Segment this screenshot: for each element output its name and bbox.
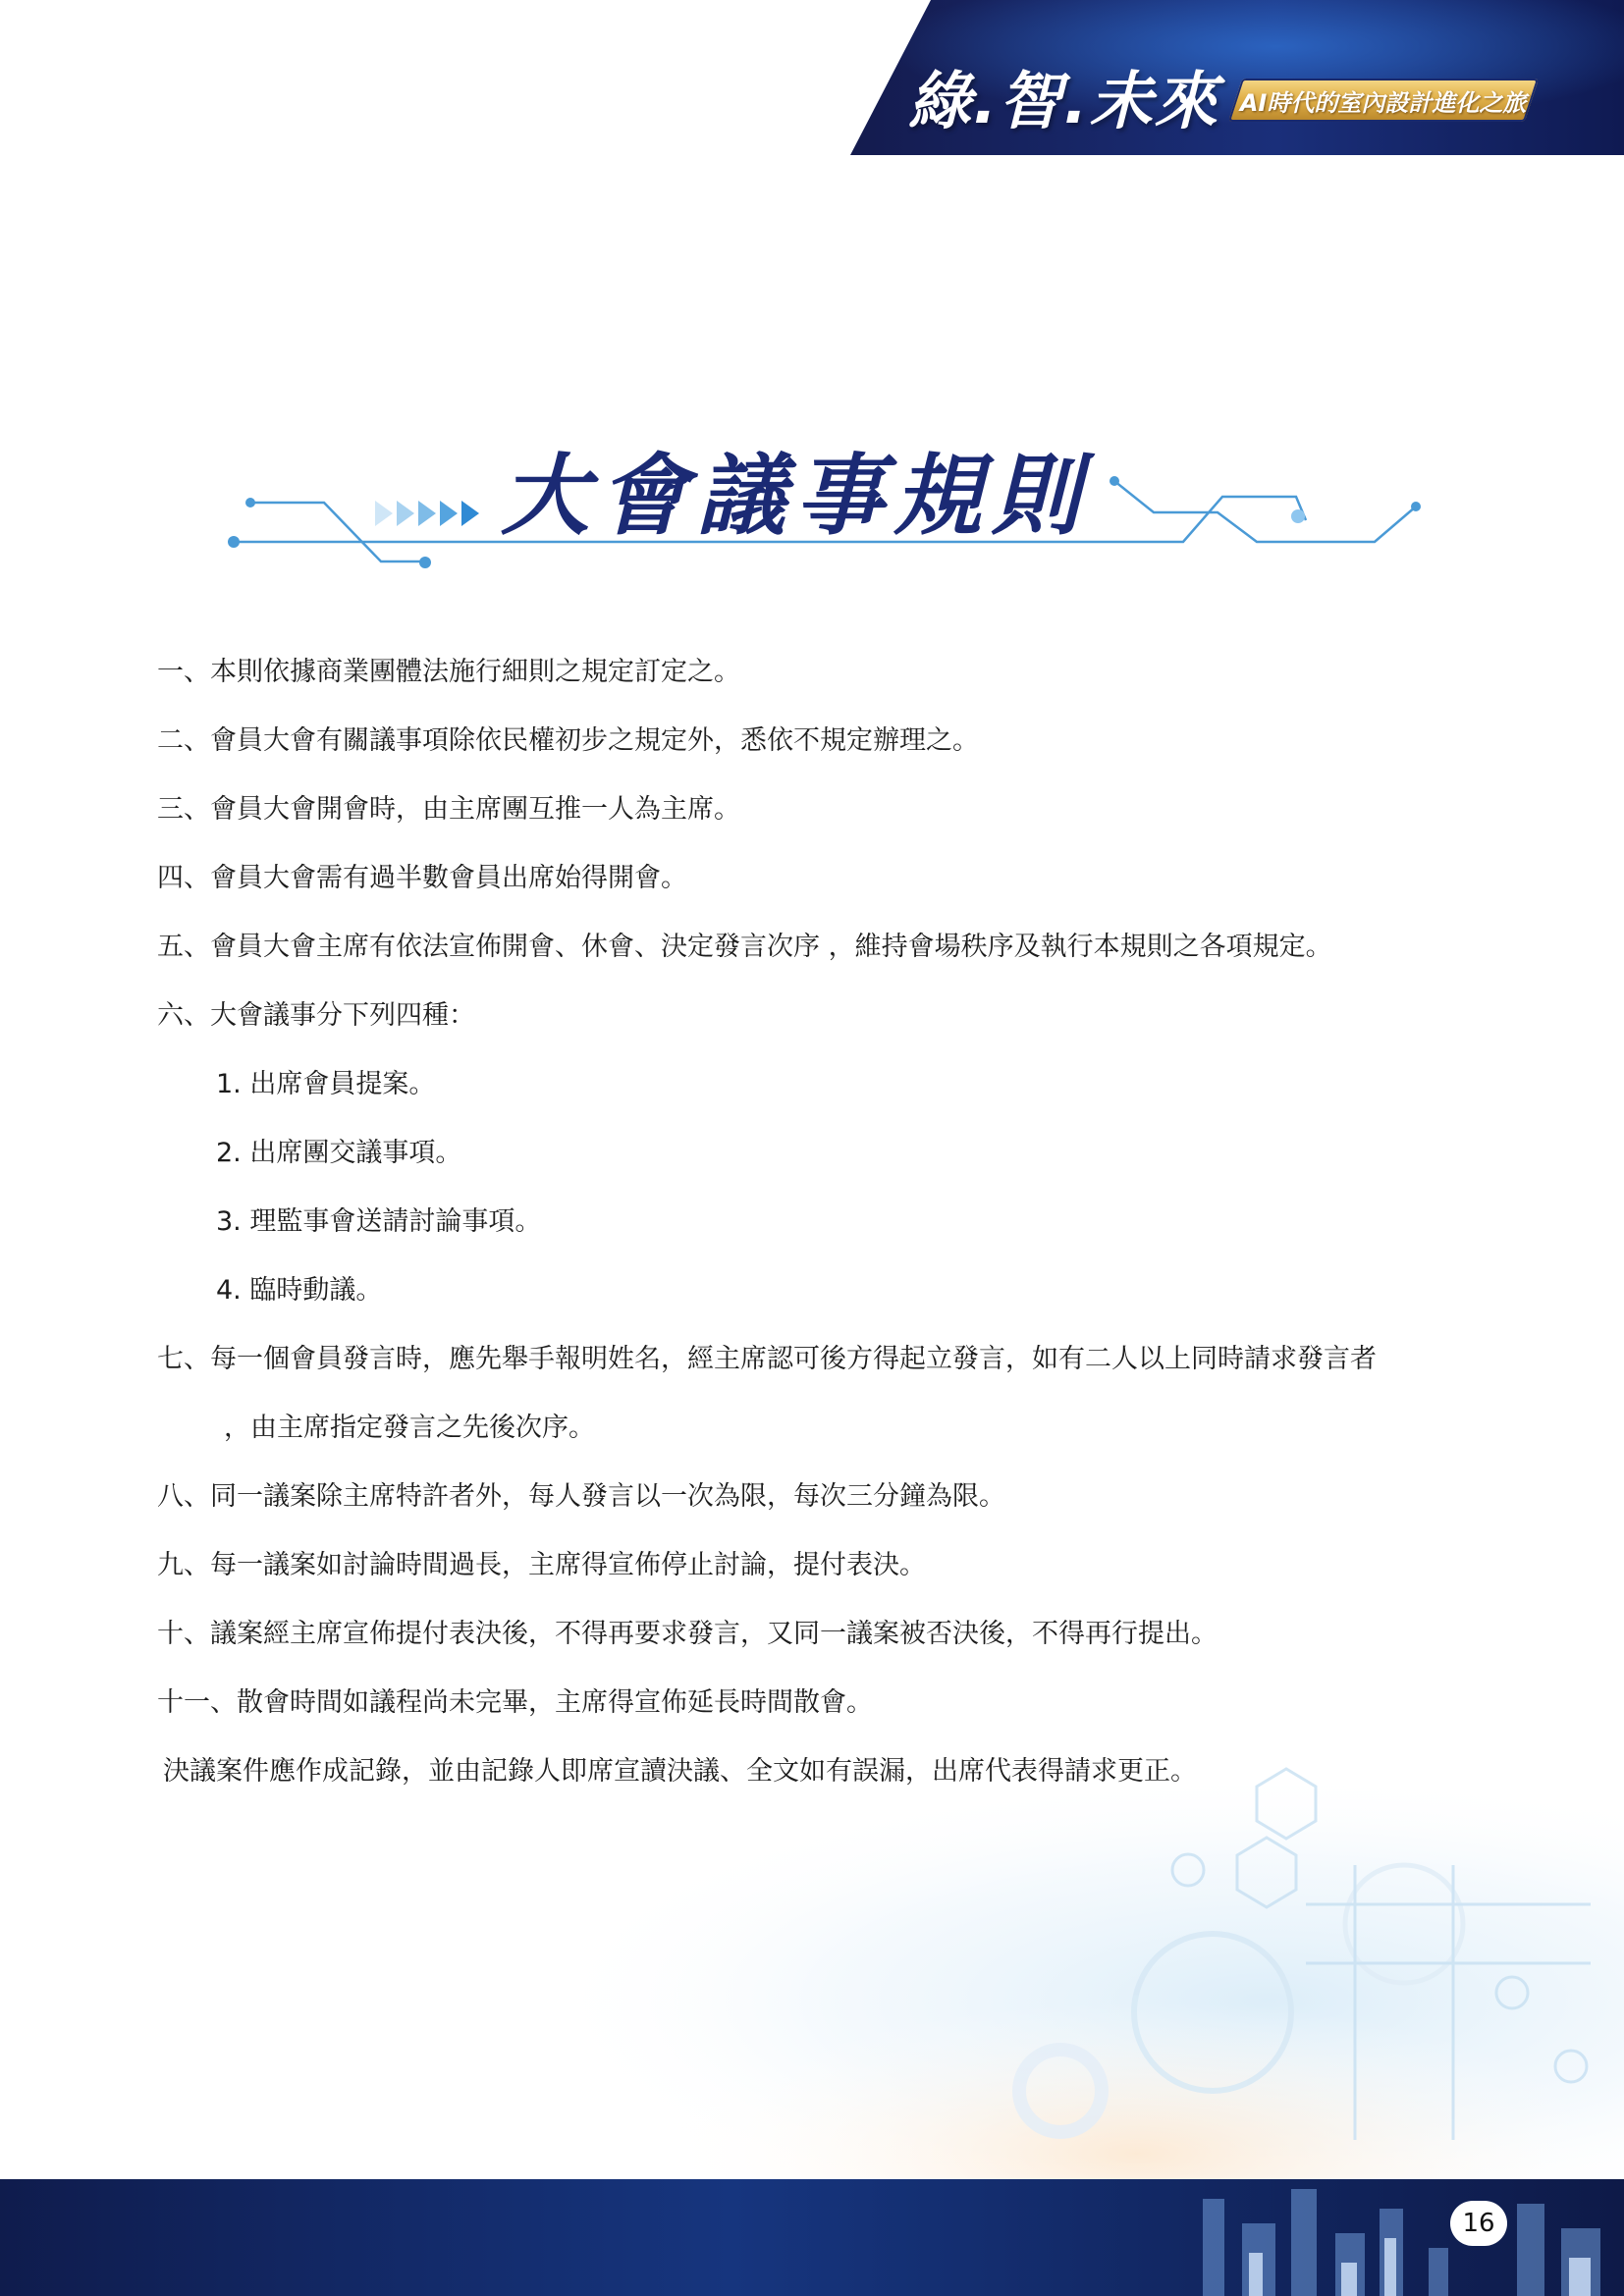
rule-sub-item: 2. 出席團交議事項。 — [216, 1138, 462, 1168]
footer-city-graphic — [0, 2179, 1624, 2296]
rule-item: 十、議案經主席宣佈提付表決後，不得再要求發言，又同一議案被否決後，不得再行提出。 — [157, 1619, 1218, 1649]
rules-list — [157, 638, 1532, 1806]
rule-sub-item: 3. 理監事會送請討論事項。 — [216, 1206, 542, 1237]
rule-item: 二、會員大會有關議事項除依民權初步之規定外，悉依不規定辦理之。 — [157, 725, 979, 756]
header-banner — [0, 0, 1624, 155]
rule-item: 九、每一議案如討論時間過長，主席得宣佈停止討論，提付表決。 — [157, 1550, 926, 1580]
rule-item: 五、會員大會主席有依法宣佈開會、休會、決定發言次序 ，維持會場秩序及執行本規則之各項規定。 — [157, 932, 1332, 962]
rule-item: 八、同一議案除主席特許者外，每人發言以一次為限，每次三分鐘為限。 — [157, 1481, 1005, 1512]
tagline-text: AI時代的室內設計進化之旅 — [1240, 88, 1527, 117]
tagline-badge — [1228, 79, 1539, 122]
rule-item: 六、大會議事分下列四種： — [157, 1000, 475, 1031]
rule-item: 七、每一個會員發言時，應先舉手報明姓名，經主席認可後方得起立發言，如有二人以上同時請求發言者 — [157, 1344, 1377, 1374]
page-title: 大會議事規則 — [501, 444, 1090, 548]
tech-background-decoration — [0, 1669, 1624, 2179]
rule-sub-item: 4. 臨時動議。 — [216, 1275, 383, 1306]
arrow-chevrons-icon — [375, 501, 479, 526]
brand-logo-text: 綠.智.未來 — [908, 66, 1219, 138]
page-number: 16 — [1450, 2201, 1507, 2246]
header-banner-shape — [0, 0, 1624, 155]
rule-item: 四、會員大會需有過半數會員出席始得開會。 — [157, 863, 687, 893]
footer-banner — [0, 2179, 1624, 2296]
rule-item: 一、本則依據商業團體法施行細則之規定訂定之。 — [157, 657, 740, 687]
rule-item-continuation: ，由主席指定發言之先後次序。 — [224, 1413, 595, 1443]
rule-item: 三、會員大會開會時，由主席團互推一人為主席。 — [157, 794, 740, 825]
rule-sub-item: 1. 出席會員提案。 — [216, 1069, 436, 1099]
